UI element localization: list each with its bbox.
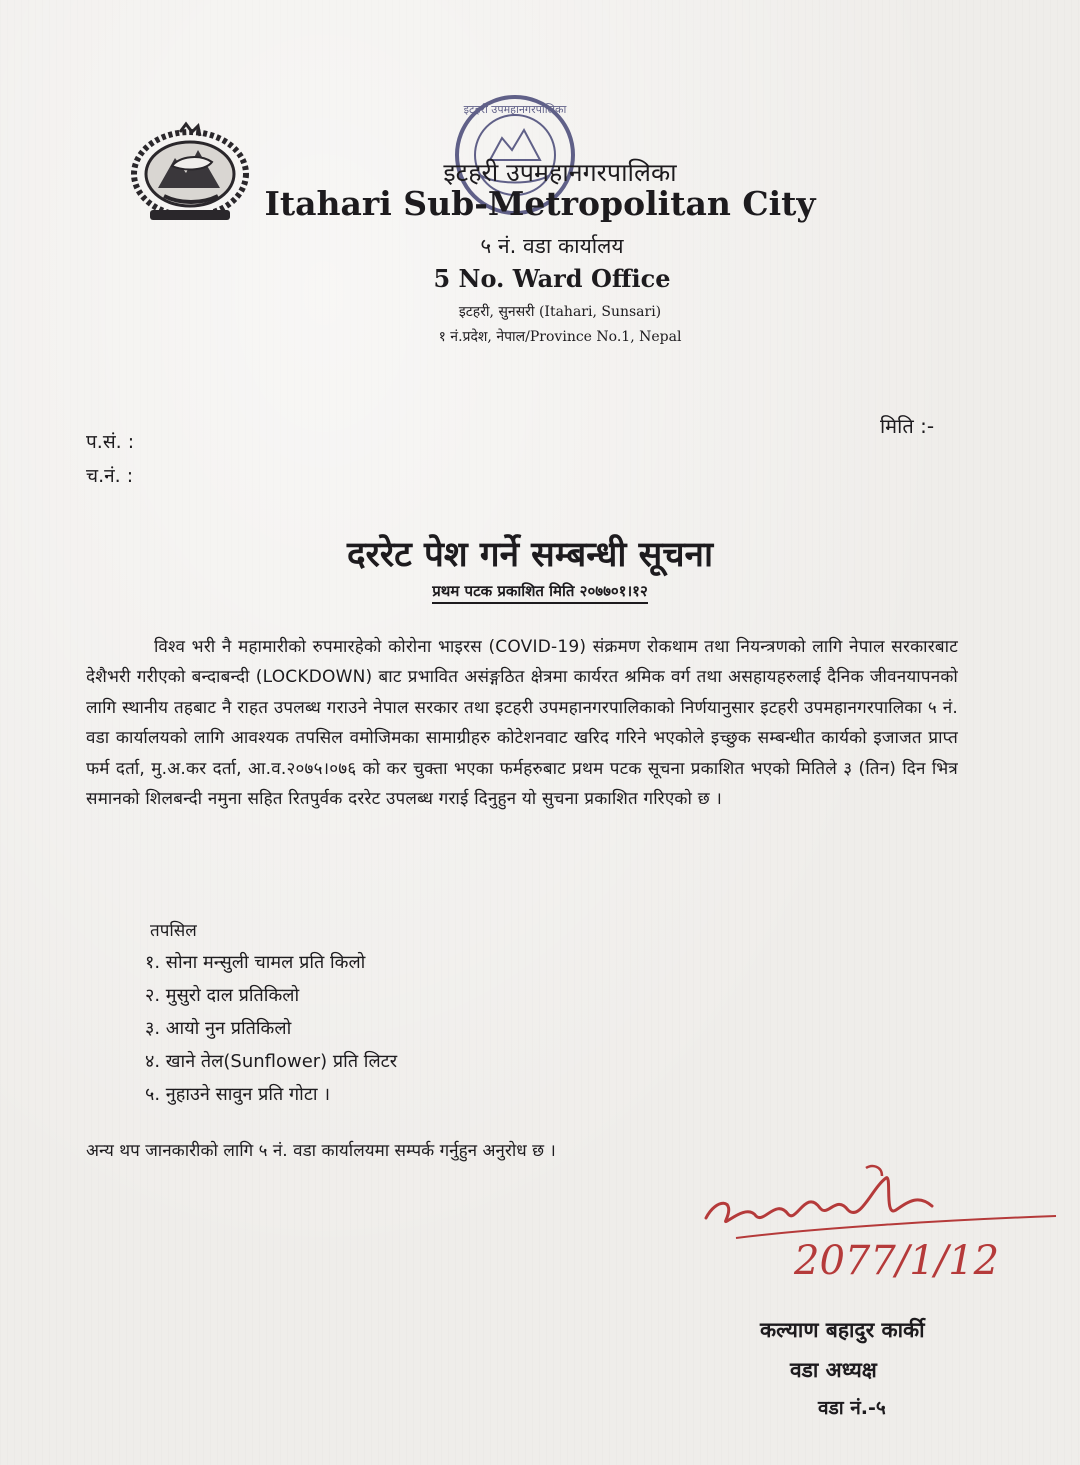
office-name-english: Itahari Sub-Metropolitan City (264, 184, 816, 223)
signatory-ward: वडा नं.-५ (818, 1397, 886, 1419)
list-item: ३. आयो नुन प्रतिकिलो (145, 1018, 292, 1039)
signatory-post: वडा अध्यक्ष (790, 1358, 877, 1382)
list-item: २. मुसुरो दाल प्रतिकिलो (145, 985, 300, 1006)
date-label: मिति :- (880, 414, 935, 438)
reference-number-label: प.सं. : (86, 431, 135, 453)
list-item: ५. नुहाउने सावुन प्रति गोटा । (145, 1084, 331, 1105)
office-address: इटहरी, सुनसरी (Itahari, Sunsari) (458, 304, 662, 320)
notice-title: दररेट पेश गर्ने सम्बन्धी सूचना (346, 535, 714, 575)
closing-line: अन्य थप जानकारीको लागि ५ नं. वडा कार्यालयमा सम्पर्क गर्नुहुन अनुरोध छ । (86, 1141, 556, 1161)
list-item: ४. खाने तेल(Sunflower) प्रति लिटर (145, 1051, 398, 1072)
ward-office-nepali: ५ नं. वडा कार्यालय (480, 234, 624, 258)
handwritten-date: 2077/1/12 (794, 1238, 1000, 1284)
handwritten-signature (696, 1158, 1066, 1298)
ward-office-english: 5 No. Ward Office (433, 264, 671, 293)
signatory-name: कल्याण बहादुर कार्की (760, 1318, 925, 1342)
office-name-nepali: इटहरी उपमहानगरपालिका (443, 158, 677, 187)
dispatch-number-label: च.नं. : (86, 465, 134, 487)
notice-body: विश्व भरी नै महामारीको रुपमारहेको कोरोना भाइरस (COVID-19) संक्रमण रोकथाम तथा नियन्त्रणको लागि नेपाल सरकारबाट देशैभरी गरीएको बन्दाबन्दी (LOCKDOWN) बाट प्रभावित असंङ्गठित क्षेत्रमा कार्यरत श्रमिक वर्ग तथा असहायहरुलाई दैनिक जीवनयापनको लागि स्थानीय तहबाट नै राहत उपलब्ध गराउने नेपाल सरकार तथा इटहरी उपमहानगरपालिकाको निर्णयानुसार इटहरी उपमहानगरपालिका ५ नं. वडा कार्यालयको लागि आवश्यक तपसिल वमोजिमका सामाग्रीहरु कोटेशनवाट खरिद गरिने भएकोले इच्छुक सम्बन्धीत कार्यको इजाजत प्राप्त फर्म दर्ता, मु.अ.कर दर्ता, आ.व.२०७५।०७६ को कर चुक्ता भएका फर्महरुबाट प्रथम पटक सूचना प्रकाशित भएको मितिले ३ (तिन) दिन भित्र समानको शिलबन्दी नमुना सहित रितपुर्वक दररेट उपलब्ध गराई दिनुहुन यो सुचना प्रकाशित गरिएको छ । (86, 637, 958, 810)
list-item: १. सोना मन्सुली चामल प्रति किलो (145, 952, 366, 973)
list-heading: तपसिल (150, 921, 197, 941)
svg-text:इटहरी उपमहानगरपालिका: इटहरी उपमहानगरपालिका (463, 103, 567, 116)
item-list (145, 946, 397, 1111)
office-province: १ नं.प्रदेश, नेपाल/Province No.1, Nepal (438, 329, 682, 345)
notice-subtitle: प्रथम पटक प्रकाशित मिति २०७७०१।१२ (0, 581, 1080, 601)
